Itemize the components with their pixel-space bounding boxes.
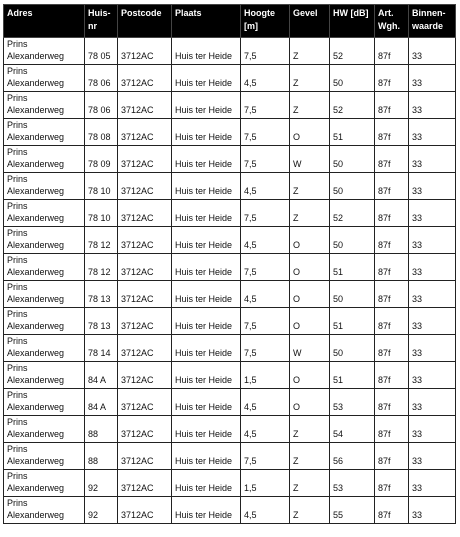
cell-hoogte: 1,5	[241, 470, 290, 497]
cell-gevel: W	[290, 335, 330, 362]
cell-plaats: Huis ter Heide	[172, 173, 241, 200]
cell-plaats: Huis ter Heide	[172, 281, 241, 308]
cell-hw: 51	[330, 254, 375, 281]
cell-plaats: Huis ter Heide	[172, 65, 241, 92]
cell-postcode: 3712AC	[118, 308, 172, 335]
table-row	[4, 146, 456, 173]
table-row	[4, 92, 456, 119]
cell-art: 87f	[375, 92, 409, 119]
cell-plaats: Huis ter Heide	[172, 470, 241, 497]
cell-plaats: Huis ter Heide	[172, 362, 241, 389]
cell-binnenwaarde: 33	[409, 308, 456, 335]
cell-binnenwaarde: 33	[409, 470, 456, 497]
cell-adres: Prins Alexanderweg	[4, 200, 85, 227]
cell-hoogte: 7,5	[241, 146, 290, 173]
cell-postcode: 3712AC	[118, 497, 172, 524]
cell-gevel: O	[290, 227, 330, 254]
cell-postcode: 3712AC	[118, 227, 172, 254]
table-row	[4, 308, 456, 335]
cell-postcode: 3712AC	[118, 254, 172, 281]
cell-adres: Prins Alexanderweg	[4, 227, 85, 254]
cell-gevel: Z	[290, 92, 330, 119]
cell-huisnr: 78 05	[85, 38, 118, 65]
cell-hw: 50	[330, 173, 375, 200]
cell-adres: Prins Alexanderweg	[4, 335, 85, 362]
table-row	[4, 227, 456, 254]
cell-gevel: Z	[290, 200, 330, 227]
cell-postcode: 3712AC	[118, 119, 172, 146]
cell-art: 87f	[375, 470, 409, 497]
cell-postcode: 3712AC	[118, 335, 172, 362]
cell-hoogte: 4,5	[241, 281, 290, 308]
cell-binnenwaarde: 33	[409, 65, 456, 92]
cell-hw: 56	[330, 443, 375, 470]
cell-plaats: Huis ter Heide	[172, 92, 241, 119]
table-header	[4, 5, 456, 38]
cell-huisnr: 92	[85, 470, 118, 497]
cell-gevel: Z	[290, 443, 330, 470]
cell-postcode: 3712AC	[118, 281, 172, 308]
table-row	[4, 335, 456, 362]
cell-adres: Prins Alexanderweg	[4, 119, 85, 146]
header-art: Art. Wgh.	[375, 5, 409, 38]
cell-hoogte: 7,5	[241, 443, 290, 470]
cell-postcode: 3712AC	[118, 38, 172, 65]
cell-hw: 51	[330, 119, 375, 146]
table-row	[4, 416, 456, 443]
cell-huisnr: 84 A	[85, 362, 118, 389]
cell-art: 87f	[375, 443, 409, 470]
cell-adres: Prins Alexanderweg	[4, 308, 85, 335]
table-row	[4, 470, 456, 497]
cell-gevel: Z	[290, 173, 330, 200]
cell-hoogte: 4,5	[241, 173, 290, 200]
table-row	[4, 200, 456, 227]
cell-art: 87f	[375, 119, 409, 146]
cell-gevel: O	[290, 389, 330, 416]
cell-huisnr: 78 12	[85, 227, 118, 254]
cell-huisnr: 78 10	[85, 173, 118, 200]
cell-art: 87f	[375, 38, 409, 65]
cell-hw: 52	[330, 38, 375, 65]
cell-binnenwaarde: 33	[409, 119, 456, 146]
table-row	[4, 389, 456, 416]
cell-art: 87f	[375, 389, 409, 416]
header-hw: HW [dB]	[330, 5, 375, 38]
cell-hoogte: 7,5	[241, 200, 290, 227]
cell-binnenwaarde: 33	[409, 416, 456, 443]
cell-adres: Prins Alexanderweg	[4, 416, 85, 443]
table-row	[4, 173, 456, 200]
cell-binnenwaarde: 33	[409, 362, 456, 389]
cell-art: 87f	[375, 416, 409, 443]
noise-data-table	[3, 4, 456, 524]
cell-art: 87f	[375, 254, 409, 281]
cell-gevel: O	[290, 281, 330, 308]
cell-huisnr: 78 13	[85, 281, 118, 308]
cell-binnenwaarde: 33	[409, 38, 456, 65]
cell-postcode: 3712AC	[118, 389, 172, 416]
cell-hw: 52	[330, 200, 375, 227]
cell-huisnr: 88	[85, 416, 118, 443]
cell-adres: Prins Alexanderweg	[4, 38, 85, 65]
cell-huisnr: 78 14	[85, 335, 118, 362]
cell-binnenwaarde: 33	[409, 281, 456, 308]
cell-gevel: W	[290, 146, 330, 173]
table-row	[4, 443, 456, 470]
cell-hw: 52	[330, 92, 375, 119]
cell-postcode: 3712AC	[118, 146, 172, 173]
cell-plaats: Huis ter Heide	[172, 38, 241, 65]
cell-art: 87f	[375, 362, 409, 389]
cell-hw: 50	[330, 281, 375, 308]
cell-binnenwaarde: 33	[409, 443, 456, 470]
cell-plaats: Huis ter Heide	[172, 335, 241, 362]
header-gevel: Gevel	[290, 5, 330, 38]
header-plaats: Plaats	[172, 5, 241, 38]
cell-postcode: 3712AC	[118, 470, 172, 497]
table-body	[4, 38, 456, 524]
cell-plaats: Huis ter Heide	[172, 389, 241, 416]
cell-adres: Prins Alexanderweg	[4, 173, 85, 200]
table-row	[4, 281, 456, 308]
cell-adres: Prins Alexanderweg	[4, 497, 85, 524]
cell-binnenwaarde: 33	[409, 254, 456, 281]
cell-hw: 50	[330, 146, 375, 173]
cell-gevel: Z	[290, 497, 330, 524]
cell-plaats: Huis ter Heide	[172, 146, 241, 173]
cell-binnenwaarde: 33	[409, 227, 456, 254]
table-row	[4, 38, 456, 65]
cell-art: 87f	[375, 65, 409, 92]
cell-hoogte: 4,5	[241, 497, 290, 524]
cell-art: 87f	[375, 335, 409, 362]
cell-huisnr: 88	[85, 443, 118, 470]
cell-hoogte: 4,5	[241, 416, 290, 443]
cell-gevel: Z	[290, 416, 330, 443]
header-adres: Adres	[4, 5, 85, 38]
cell-huisnr: 84 A	[85, 389, 118, 416]
cell-adres: Prins Alexanderweg	[4, 92, 85, 119]
cell-hoogte: 4,5	[241, 389, 290, 416]
cell-postcode: 3712AC	[118, 362, 172, 389]
document-page	[3, 4, 455, 524]
cell-hw: 53	[330, 389, 375, 416]
cell-hw: 51	[330, 362, 375, 389]
cell-hoogte: 7,5	[241, 38, 290, 65]
cell-plaats: Huis ter Heide	[172, 227, 241, 254]
cell-plaats: Huis ter Heide	[172, 497, 241, 524]
cell-binnenwaarde: 33	[409, 146, 456, 173]
cell-huisnr: 78 12	[85, 254, 118, 281]
cell-hoogte: 7,5	[241, 254, 290, 281]
cell-plaats: Huis ter Heide	[172, 443, 241, 470]
cell-gevel: O	[290, 254, 330, 281]
cell-hw: 55	[330, 497, 375, 524]
header-row	[4, 5, 456, 38]
header-hoogte: Hoogte [m]	[241, 5, 290, 38]
cell-adres: Prins Alexanderweg	[4, 389, 85, 416]
cell-plaats: Huis ter Heide	[172, 254, 241, 281]
cell-binnenwaarde: 33	[409, 389, 456, 416]
cell-hw: 50	[330, 65, 375, 92]
cell-binnenwaarde: 33	[409, 335, 456, 362]
header-huisnr: Huis-nr	[85, 5, 118, 38]
cell-huisnr: 78 06	[85, 65, 118, 92]
cell-huisnr: 78 13	[85, 308, 118, 335]
table-row	[4, 362, 456, 389]
table-row	[4, 254, 456, 281]
cell-adres: Prins Alexanderweg	[4, 65, 85, 92]
table-row	[4, 119, 456, 146]
cell-postcode: 3712AC	[118, 443, 172, 470]
cell-adres: Prins Alexanderweg	[4, 254, 85, 281]
cell-postcode: 3712AC	[118, 416, 172, 443]
header-binnenwaarde: Binnen-waarde	[409, 5, 456, 38]
cell-art: 87f	[375, 173, 409, 200]
cell-binnenwaarde: 33	[409, 92, 456, 119]
cell-binnenwaarde: 33	[409, 173, 456, 200]
table-row	[4, 65, 456, 92]
cell-hw: 53	[330, 470, 375, 497]
cell-plaats: Huis ter Heide	[172, 308, 241, 335]
cell-art: 87f	[375, 227, 409, 254]
cell-adres: Prins Alexanderweg	[4, 281, 85, 308]
cell-gevel: Z	[290, 65, 330, 92]
cell-gevel: Z	[290, 470, 330, 497]
cell-art: 87f	[375, 146, 409, 173]
cell-huisnr: 78 06	[85, 92, 118, 119]
header-postcode: Postcode	[118, 5, 172, 38]
cell-art: 87f	[375, 281, 409, 308]
cell-huisnr: 78 08	[85, 119, 118, 146]
cell-postcode: 3712AC	[118, 65, 172, 92]
cell-hoogte: 7,5	[241, 335, 290, 362]
cell-adres: Prins Alexanderweg	[4, 443, 85, 470]
cell-postcode: 3712AC	[118, 200, 172, 227]
cell-postcode: 3712AC	[118, 173, 172, 200]
cell-hoogte: 4,5	[241, 227, 290, 254]
cell-hoogte: 7,5	[241, 308, 290, 335]
cell-gevel: O	[290, 308, 330, 335]
cell-huisnr: 92	[85, 497, 118, 524]
cell-binnenwaarde: 33	[409, 200, 456, 227]
table-row	[4, 497, 456, 524]
cell-hoogte: 4,5	[241, 65, 290, 92]
cell-gevel: Z	[290, 38, 330, 65]
cell-hw: 50	[330, 335, 375, 362]
cell-adres: Prins Alexanderweg	[4, 470, 85, 497]
cell-hoogte: 1,5	[241, 362, 290, 389]
cell-binnenwaarde: 33	[409, 497, 456, 524]
cell-hoogte: 7,5	[241, 119, 290, 146]
cell-adres: Prins Alexanderweg	[4, 146, 85, 173]
cell-postcode: 3712AC	[118, 92, 172, 119]
cell-art: 87f	[375, 200, 409, 227]
cell-hw: 51	[330, 308, 375, 335]
cell-plaats: Huis ter Heide	[172, 200, 241, 227]
cell-huisnr: 78 10	[85, 200, 118, 227]
cell-hw: 54	[330, 416, 375, 443]
cell-huisnr: 78 09	[85, 146, 118, 173]
cell-plaats: Huis ter Heide	[172, 416, 241, 443]
cell-plaats: Huis ter Heide	[172, 119, 241, 146]
cell-hoogte: 7,5	[241, 92, 290, 119]
cell-art: 87f	[375, 497, 409, 524]
cell-art: 87f	[375, 308, 409, 335]
cell-adres: Prins Alexanderweg	[4, 362, 85, 389]
cell-hw: 50	[330, 227, 375, 254]
cell-gevel: O	[290, 362, 330, 389]
cell-gevel: O	[290, 119, 330, 146]
